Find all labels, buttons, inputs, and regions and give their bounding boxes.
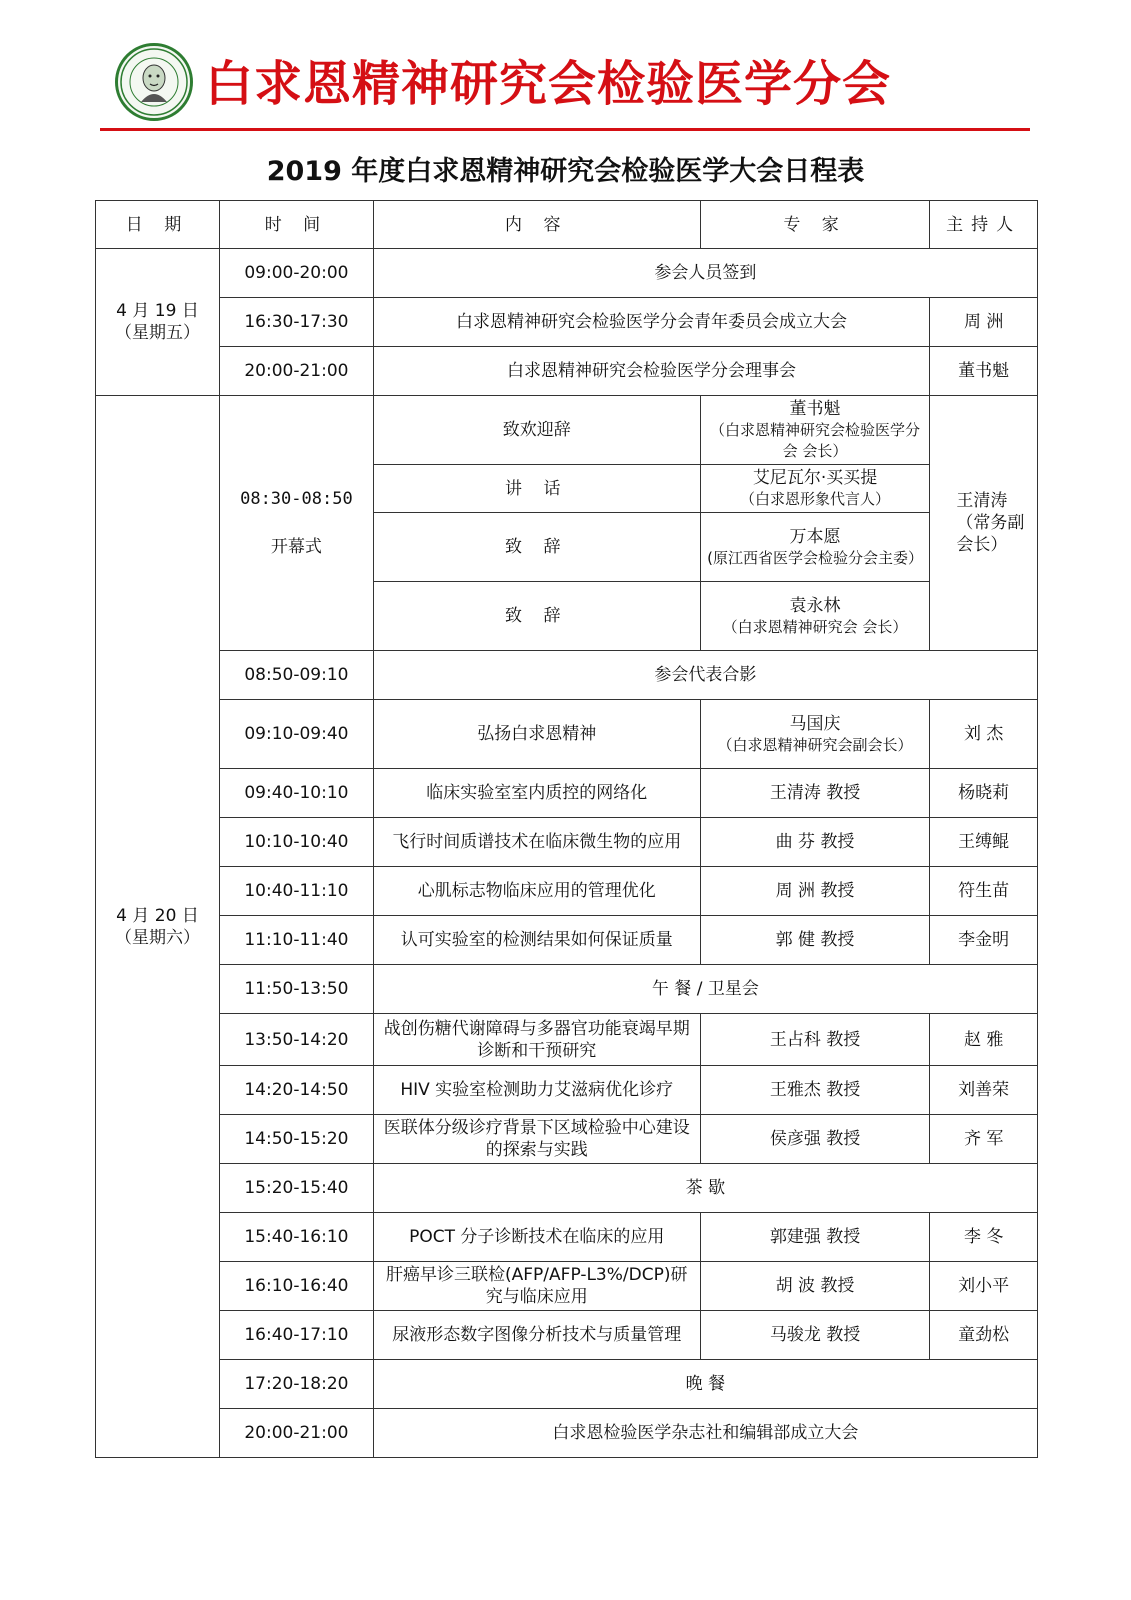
time-cell: 13:50-14:20 [220, 1014, 374, 1066]
content-cell: 白求恩精神研究会检验医学分会理事会 [373, 347, 930, 396]
expert-title: （白求恩形象代言人） [740, 490, 891, 508]
content-cell: 晚 餐 [373, 1360, 1037, 1409]
opening-label: 开幕式 [270, 537, 322, 557]
content-cell: 参会人员签到 [373, 249, 1037, 298]
date-cell-day2: 4 月 20 日 （星期六） [96, 396, 220, 1458]
content-cell: 肝癌早诊三联检(AFP/AFP-L3%/DCP)研究与临床应用 [373, 1262, 700, 1311]
content-cell: 尿液形态数字图像分析技术与质量管理 [373, 1311, 700, 1360]
expert-title: （白求恩精神研究会检验医学分会 会长） [710, 421, 921, 460]
table-row [96, 1409, 1038, 1458]
portrait-seal-icon [118, 46, 190, 118]
content-cell: 战创伤糖代谢障碍与多器官功能衰竭早期诊断和干预研究 [373, 1014, 700, 1066]
schedule-table [95, 200, 1038, 1458]
time-cell: 09:40-10:10 [220, 769, 374, 818]
date-cell-day1: 4 月 19 日 （星期五） [96, 249, 220, 396]
table-header-row [96, 201, 1038, 249]
content-cell: 致 辞 [373, 582, 700, 651]
host-cell: 赵 雅 [930, 1014, 1038, 1066]
host-cell: 王缚鲲 [930, 818, 1038, 867]
time-cell: 08:50-09:10 [220, 651, 374, 700]
expert-cell [700, 513, 930, 582]
expert-cell: 周 洲 教授 [700, 867, 930, 916]
time-cell: 17:20-18:20 [220, 1360, 374, 1409]
expert-cell: 郭 健 教授 [700, 916, 930, 965]
host-cell: 刘小平 [930, 1262, 1038, 1311]
time-cell: 20:00-21:00 [220, 347, 374, 396]
expert-cell: 王清涛 教授 [700, 769, 930, 818]
content-cell: 医联体分级诊疗背景下区域检验中心建设的探索与实践 [373, 1115, 700, 1164]
table-row [96, 1164, 1038, 1213]
content-cell: 参会代表合影 [373, 651, 1037, 700]
expert-title: (原江西省医学会检验分会主委） [707, 548, 923, 567]
expert-title: （白求恩精神研究会 会长） [722, 617, 908, 636]
header-time: 时 间 [220, 201, 374, 249]
table-row [96, 700, 1038, 769]
content-cell: POCT 分子诊断技术在临床的应用 [373, 1213, 700, 1262]
content-cell: 白求恩精神研究会检验医学分会青年委员会成立大会 [373, 298, 930, 347]
expert-cell: 郭建强 教授 [700, 1213, 930, 1262]
content-cell: 讲 话 [373, 465, 700, 513]
opening-host-cell: 王清涛 （常务副 会长） [930, 396, 1038, 651]
expert-cell [700, 465, 930, 513]
time-cell: 14:20-14:50 [220, 1066, 374, 1115]
host-cell: 杨晓莉 [930, 769, 1038, 818]
expert-cell: 王占科 教授 [700, 1014, 930, 1066]
content-cell: 致 辞 [373, 513, 700, 582]
content-cell: 飞行时间质谱技术在临床微生物的应用 [373, 818, 700, 867]
expert-name: 万本愿 [789, 526, 841, 547]
content-cell: 弘扬白求恩精神 [373, 700, 700, 769]
time-cell: 11:10-11:40 [220, 916, 374, 965]
expert-name: 袁永林 [789, 595, 841, 616]
content-cell: HIV 实验室检测助力艾滋病优化诊疗 [373, 1066, 700, 1115]
table-row [96, 651, 1038, 700]
time-cell: 16:40-17:10 [220, 1311, 374, 1360]
time-cell: 09:00-20:00 [220, 249, 374, 298]
time-cell: 16:10-16:40 [220, 1262, 374, 1311]
header-date: 日 期 [96, 201, 220, 249]
expert-cell: 王雅杰 教授 [700, 1066, 930, 1115]
organization-name: 白求恩精神研究会检验医学分会 [205, 56, 892, 112]
host-cell: 董书魁 [930, 347, 1038, 396]
time-cell: 10:40-11:10 [220, 867, 374, 916]
host-cell: 刘 杰 [930, 700, 1038, 769]
content-cell: 致欢迎辞 [373, 396, 700, 465]
content-cell: 心肌标志物临床应用的管理优化 [373, 867, 700, 916]
expert-cell [700, 700, 930, 769]
table-row [96, 347, 1038, 396]
expert-name: 董书魁 [789, 399, 841, 419]
time-cell: 09:10-09:40 [220, 700, 374, 769]
expert-cell: 马骏龙 教授 [700, 1311, 930, 1360]
host-cell: 李 冬 [930, 1213, 1038, 1262]
table-row [96, 1115, 1038, 1164]
time-cell: 14:50-15:20 [220, 1115, 374, 1164]
host-cell: 周 洲 [930, 298, 1038, 347]
table-row [96, 1311, 1038, 1360]
host-cell: 童劲松 [930, 1311, 1038, 1360]
table-row [96, 298, 1038, 347]
time-cell: 20:00-21:00 [220, 1409, 374, 1458]
association-logo [115, 43, 193, 121]
time-cell: 11:50-13:50 [220, 965, 374, 1014]
table-row [96, 867, 1038, 916]
time-cell: 15:20-15:40 [220, 1164, 374, 1213]
letterhead [0, 0, 1131, 140]
expert-cell [700, 582, 930, 651]
header-host: 主持人 [930, 201, 1038, 249]
header-divider [100, 128, 1030, 131]
opening-time-cell [220, 396, 374, 651]
time-cell: 16:30-17:30 [220, 298, 374, 347]
opening-time: 08:30-08:50 [240, 489, 353, 509]
time-cell: 15:40-16:10 [220, 1213, 374, 1262]
host-cell: 李金明 [930, 916, 1038, 965]
table-row [96, 396, 1038, 465]
host-cell: 符生苗 [930, 867, 1038, 916]
host-cell: 齐 军 [930, 1115, 1038, 1164]
table-row [96, 916, 1038, 965]
content-cell: 茶 歇 [373, 1164, 1037, 1213]
content-cell: 认可实验室的检测结果如何保证质量 [373, 916, 700, 965]
header-expert: 专 家 [700, 201, 930, 249]
table-row [96, 1360, 1038, 1409]
expert-name: 艾尼瓦尔·买买提 [752, 468, 878, 488]
content-cell: 午 餐 / 卫星会 [373, 965, 1037, 1014]
expert-cell: 侯彦强 教授 [700, 1115, 930, 1164]
host-cell: 刘善荣 [930, 1066, 1038, 1115]
table-row [96, 818, 1038, 867]
expert-title: （白求恩精神研究会副会长） [717, 735, 913, 754]
table-row [96, 965, 1038, 1014]
content-cell: 临床实验室室内质控的网络化 [373, 769, 700, 818]
table-row [96, 1066, 1038, 1115]
time-cell: 10:10-10:40 [220, 818, 374, 867]
page-title: 2019 年度白求恩精神研究会检验医学大会日程表 [266, 156, 865, 187]
header-content: 内 容 [373, 201, 700, 249]
table-row [96, 249, 1038, 298]
expert-cell: 曲 芬 教授 [700, 818, 930, 867]
table-row [96, 1014, 1038, 1066]
expert-cell: 胡 波 教授 [700, 1262, 930, 1311]
expert-cell [700, 396, 930, 465]
table-row [96, 769, 1038, 818]
table-row [96, 1213, 1038, 1262]
expert-name: 马国庆 [789, 713, 841, 734]
content-cell: 白求恩检验医学杂志社和编辑部成立大会 [373, 1409, 1037, 1458]
table-row [96, 1262, 1038, 1311]
